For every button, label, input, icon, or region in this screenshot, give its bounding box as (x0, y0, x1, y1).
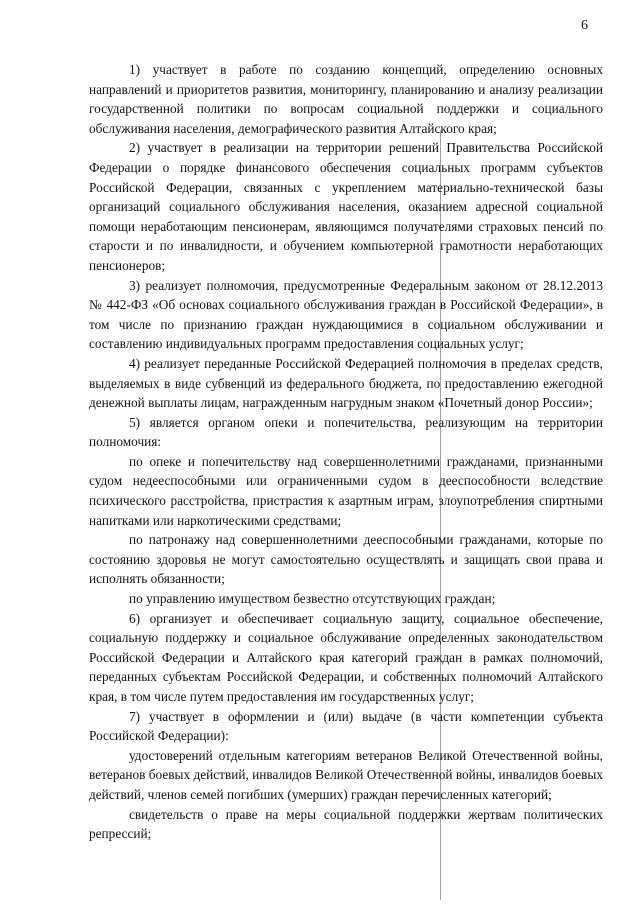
paragraph-6: 6) организует и обеспечивает социальную защиту, социальное обеспечение, социальную поддержку и социальное обслуживание определенных законодательством Российской Федерации и Алтайского края категорий граждан в рамках полномочий, переданных субъектам Российской Федерации, и собственных полномочий Алтайского края, в том числе путем предоставления им государственных услуг; (89, 610, 603, 704)
paragraph-7: 7) участвует в оформлении и (или) выдаче (в части компетенции субъекта Российской Федерации): (89, 708, 603, 744)
paragraph-4: 4) реализует переданные Российской Федерацией полномочия в пределах средств, выделяемых в виде субвенций из федерального бюджета, по предоставлению ежегодной денежной выплаты лицам, награжденным нагрудным знаком «Почетный донор России»; (89, 355, 603, 411)
paragraph-7-repressions: свидетельств о праве на меры социальной поддержки жертвам политических репрессий; (89, 806, 603, 842)
paragraph-5: 5) является органом опеки и попечительства, реализующим на территории полномочия: (89, 414, 603, 450)
paragraph-1: 1) участвует в работе по созданию концепций, определению основных направлений и приоритетов развития, мониторингу, планированию и анализу реализации государственной политики по вопросам социальной поддержки и социального обслуживания населения, демографического развития Алтайского края; (89, 62, 603, 136)
paragraph-3: 3) реализует полномочия, предусмотренные Федеральным законом от 28.12.2013 № 442-ФЗ «Об основах социального обслуживания граждан в Российской Федерации», в том числе по признанию граждан нуждающимися в социальном обслуживании и составлению индивидуальных программ предоставления социальных услуг; (89, 277, 603, 352)
document-body (89, 60, 603, 844)
page-number: 6 (581, 18, 588, 33)
paragraph-2: 2) участвует в реализации на территории решений Правительства Российской Федерации о порядке финансового обеспечения социальных программ субъектов Российской Федерации, связанных с укреплением материально-технической базы организаций социального обслуживания населения, оказанием адресной социальной помощи неработающим пенсионерам, являющимся получателями страховых пенсий по старости и по инвалидности, и обучением компьютерной грамотности неработающих пенсионеров; (89, 140, 603, 273)
paragraph-7-certificates: удостоверений отдельным категориям ветеранов Великой Отечественной войны, ветеранов боевых действий, инвалидов Великой Отечественной войны, инвалидов боевых действий, членов семей погибших (умерших) граждан перечисленных категорий; (89, 747, 603, 802)
paragraph-5-patronage: по патронажу над совершеннолетними дееспособными гражданами, которые по состоянию здоровья не могут самостоятельно осуществлять и защищать свои права и исполнять обязанности; (89, 532, 603, 587)
paragraph-5-property: по управлению имуществом безвестно отсутствующих граждан; (129, 591, 496, 607)
paragraph-5-guardianship: по опеке и попечительству над совершеннолетними гражданами, признанными судом недееспособными или ограниченными судом в дееспособности вследствие психического расстройства, пристрастия к азартным играм, злоупотребления спиртными напитками или наркотическими средствами; (89, 453, 603, 528)
